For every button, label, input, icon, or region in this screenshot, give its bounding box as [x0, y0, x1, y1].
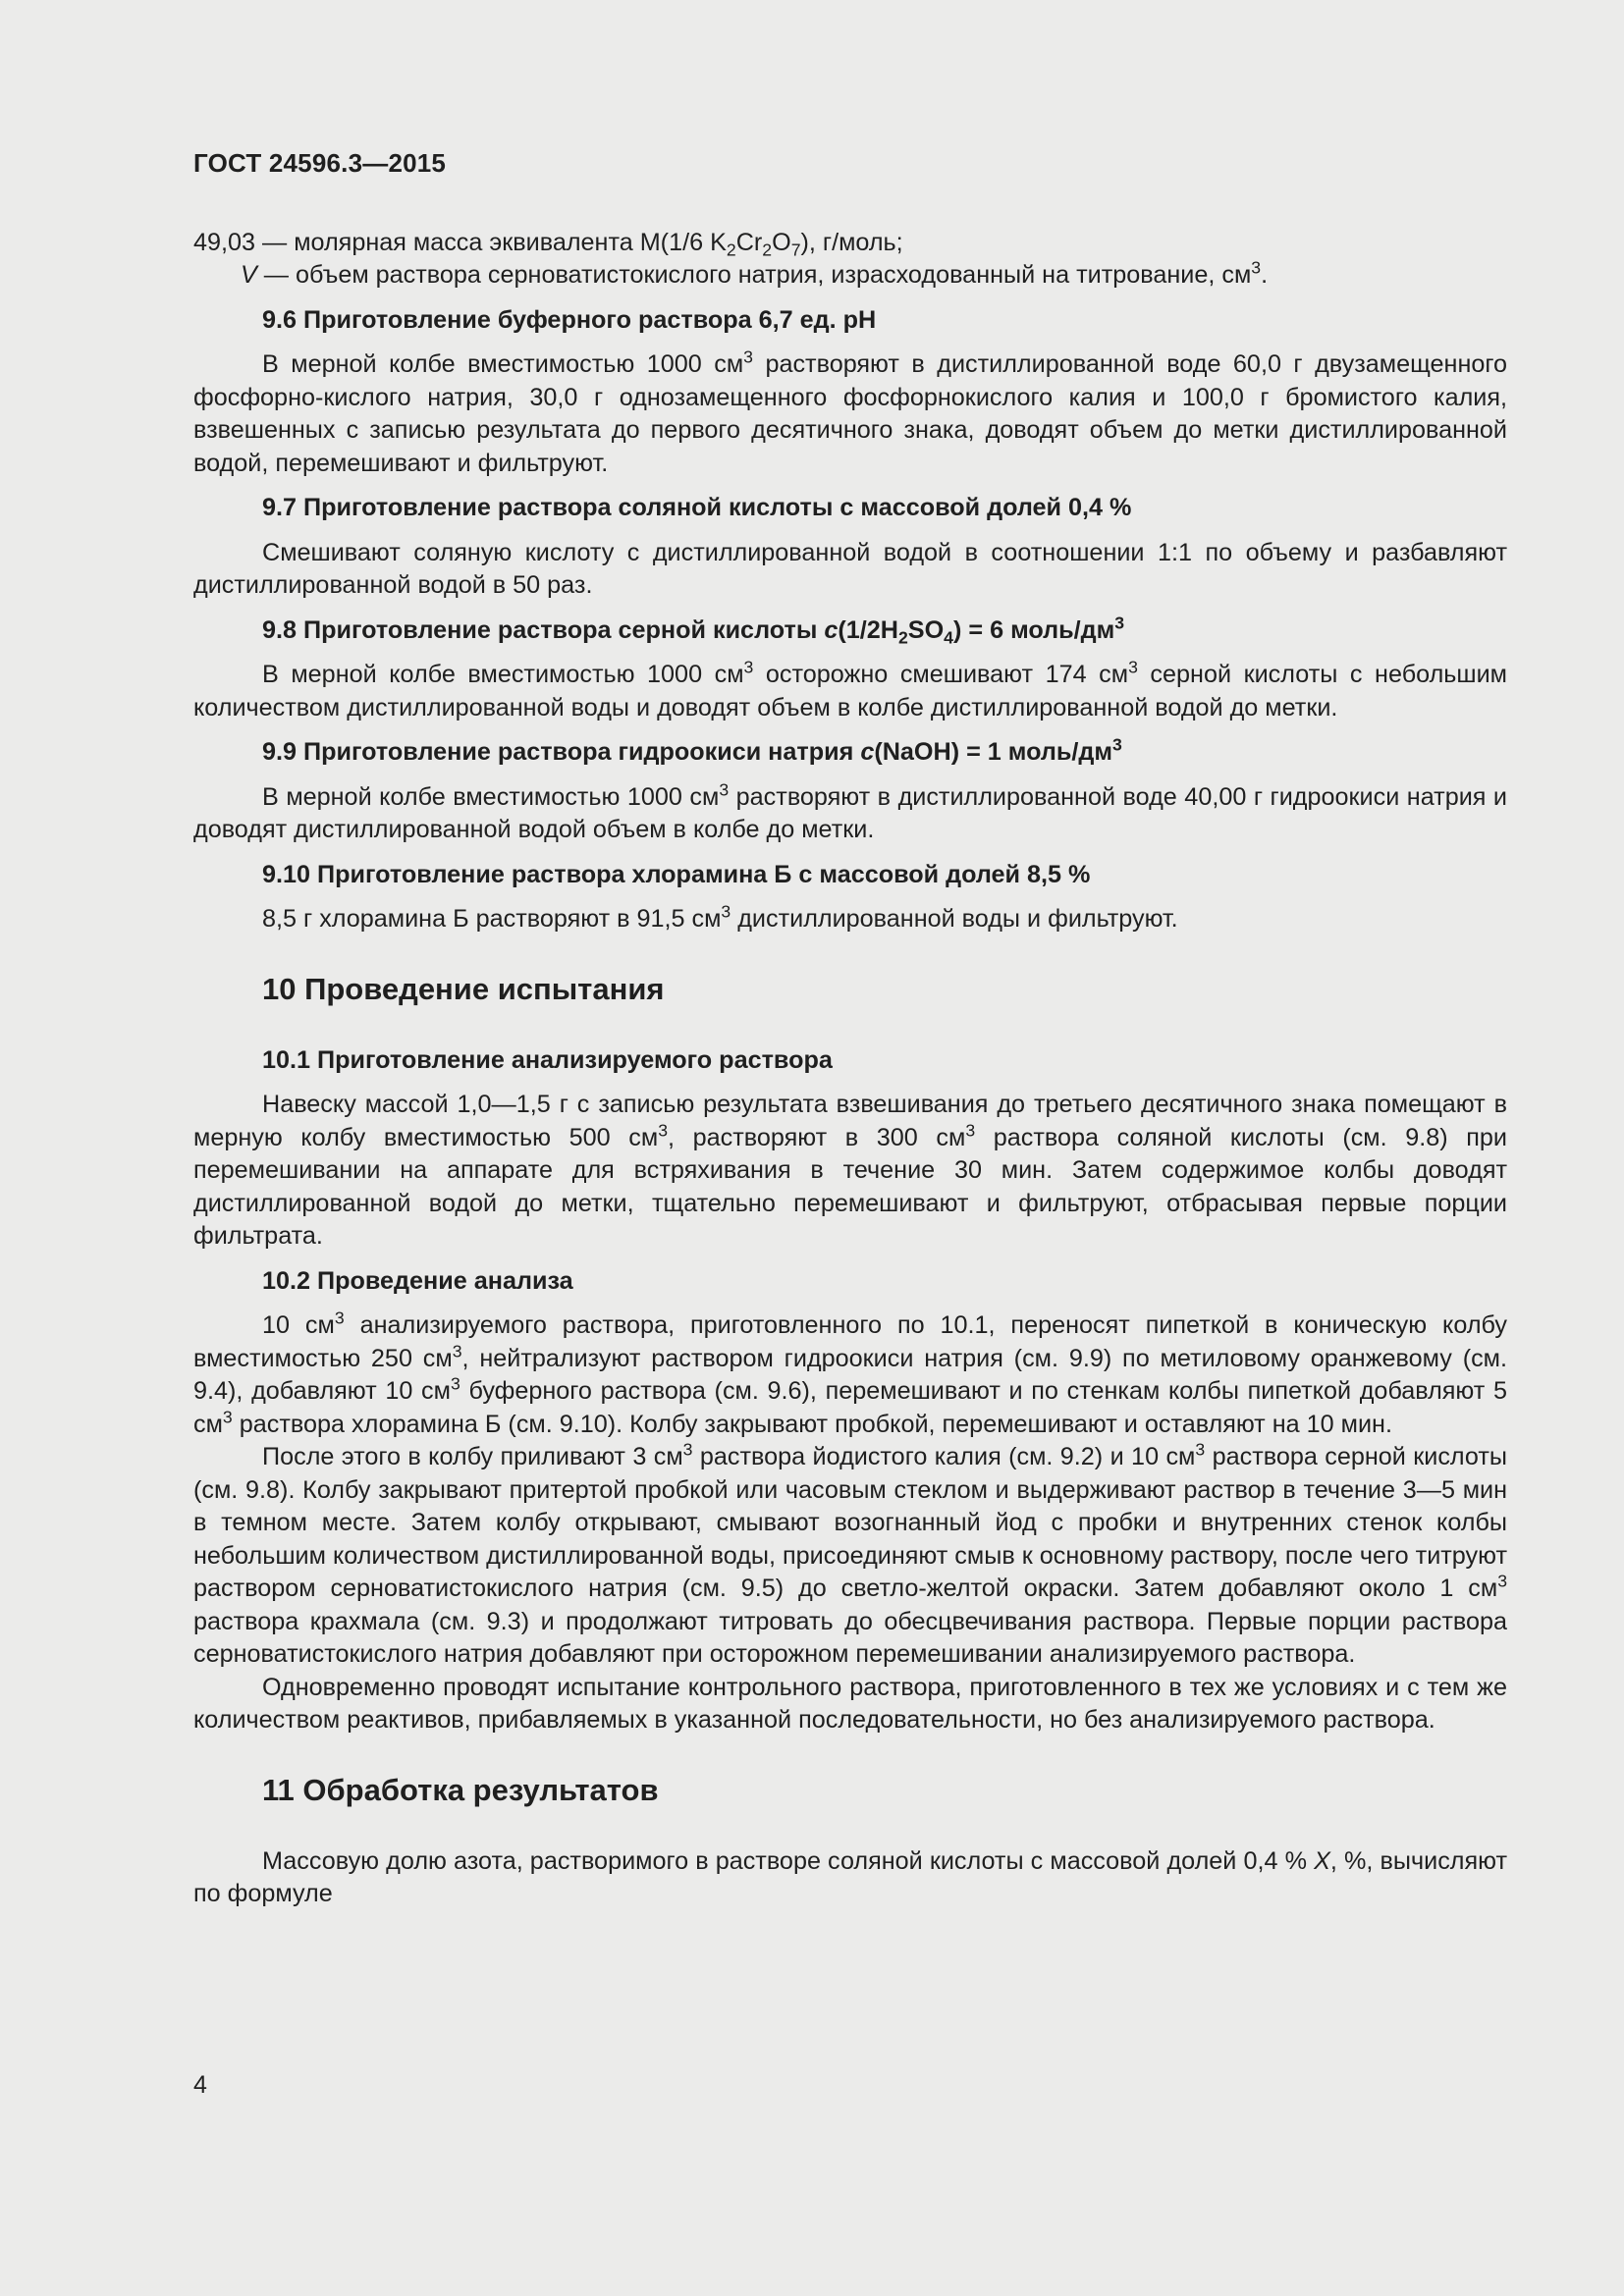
section-9-10-text: 8,5 г хлорамина Б растворяют в 91,5 $см^3$ дистиллированной воды и фильтруют.	[262, 901, 1178, 933]
section-10-2-para-2: После этого в колбу приливают 3 $см^3$ раствора йодистого калия (см. 9.2) и 10 $см^3$ раствора серной кислоты (см. 9.8). Колбу закрывают притертой пробкой или часовым стеклом и выдерживают раствор в течение 3—5 мин в темном месте. Затем колбу открывают, смывают возогнанный йод с пробки и внутренних стенок колбы небольшим количеством дистиллированной воды, присоединяют смыв к основному раствору, после чего титруют раствором серноватистокислого натрия (см. 9.5) до светло-желтой окраски. Затем добавляют около 1 $см^3$ раствора крахмала (см. 9.3) и продолжают титровать до обесцвечивания раствора. Первые порции раствора серноватистокислого натрия добавляют при осторожном перемешивании анализируемого раствора.	[193, 1439, 1508, 1668]
section-9-8-title: 9.8 Приготовление раствора серной кислоты $c(1/2H_2SO_4) = 6$ моль/$дм^3$	[262, 612, 1125, 647]
section-9-6-title: 9.6 Приготовление буферного раствора 6,7 ед. рН	[262, 305, 877, 334]
section-9-7-text: Смешивают соляную кислоту с дистиллированной водой в соотношении 1:1 по объему и разбавляют дистиллированной водой в 50 раз.	[193, 538, 1507, 599]
page-number: 4	[193, 2071, 207, 2099]
section-9-7-title: 9.7 Приготовление раствора соляной кислоты с массовой долей 0,4 %	[262, 494, 1132, 521]
section-9-8-text: В мерной колбе вместимостью 1000 $см^3$ осторожно смешивают 174 $см^3$ серной кислоты с небольшим количеством дистиллированной воды и доводят объем в колбе дистиллированной водой до метки.	[193, 657, 1507, 721]
section-9-9-text: В мерной колбе вместимостью 1000 $см^3$ растворяют в дистиллированной воде 40,00 г гидроокиси натрия и доводят дистиллированной водой объем в колбе до метки.	[193, 778, 1507, 843]
section-10-2-para-3: Одновременно проводят испытание контрольного раствора, приготовленного в тех же условиях и с тем же количеством реактивов, прибавляемых в указанной последовательности, но без анализируемого раствора.	[193, 1673, 1507, 1734]
section-10-2-title: 10.2 Проведение анализа	[262, 1266, 573, 1295]
section-9-9-title: 9.9 Приготовление раствора гидроокиси натрия c(NaOH) = 1 моль/$дм^3$	[262, 734, 1122, 766]
document-header: ГОСТ 24596.3—2015	[193, 148, 447, 178]
section-9-6-text: В мерной колбе вместимостью 1000 $см^3$ растворяют в дистиллированной воде 60,0 г двузамещенного фосфорно-кислого натрия, 30,0 г однозамещенного фосфорнокислого калия и 100,0 г бромистого калия, взвешенных с записью результата до первого десятичного знака, доводят объем до метки дистиллированной водой, перемешивают и фильтруют.	[193, 347, 1508, 477]
section-11-text: Массовую долю азота, растворимого в растворе соляной кислоты с массовой долей 0,4 % X, %, вычисляют по формуле	[193, 1846, 1507, 1907]
section-10-1-title: 10.1 Приготовление анализируемого раствора	[262, 1045, 833, 1074]
section-10-1-text: Навеску массой 1,0—1,5 г с записью результата взвешивания до третьего десятичного знака помещают в мерную колбу вместимостью 500 $см^3$, растворяют в 300 $см^3$ раствора соляной кислоты (см. 9.8) при перемешивании на аппарате для встряхивания в течение 30 мин. Затем содержимое колбы доводят дистиллированной водой до метки, тщательно перемешивают и фильтруют, отбрасывая первые порции фильтрата.	[193, 1091, 1507, 1250]
section-9-10-title: 9.10 Приготовление раствора хлорамина Б с массовой долей 8,5 %	[262, 860, 1091, 888]
section-10-2-para-1: 10 $см^3$ анализируемого раствора, приготовленного по 10.1, переносят пипеткой в коническую колбу вместимостью 250 $см^3$, нейтрализуют раствором гидроокиси натрия (см. 9.9) по метиловому оранжевому (см. 9.4), добавляют 10 $см^3$ буферного раствора (см. 9.6), перемешивают и по стенкам колбы пипеткой добавляют 5 $см^3$ раствора хлорамина Б (см. 9.10). Колбу закрывают пробкой, перемешивают и оставляют на 10 мин.	[193, 1308, 1507, 1438]
volume-definition: V — объем раствора серноватистокислого натрия, израсходованный на титрование, $см^3$.	[241, 257, 1269, 289]
page-content	[193, 147, 1507, 1911]
section-11-title: 11 Обработка результатов	[262, 1772, 659, 1807]
section-10-title: 10 Проведение испытания	[262, 971, 665, 1006]
molar-mass-definition: 49,03 — молярная масса эквивалента M(1/6 $K_2Cr_2O_7$), г/моль;	[193, 228, 903, 259]
